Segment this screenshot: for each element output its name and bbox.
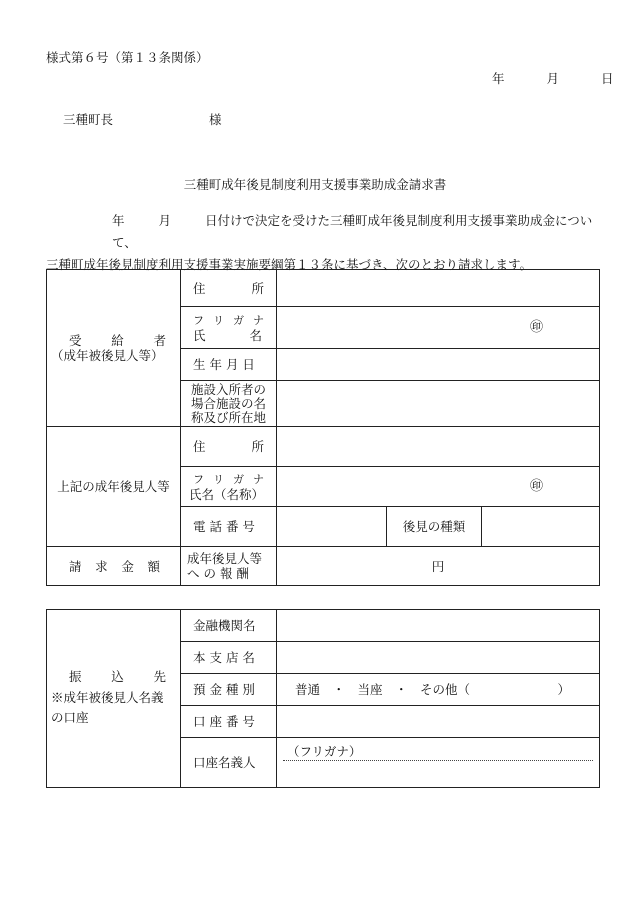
guardian-name-field[interactable] [277, 467, 600, 507]
label-line: 称及び所在地 [191, 409, 267, 425]
recipient-heading-char: 給 [111, 333, 124, 348]
account-holder-field[interactable] [277, 738, 600, 788]
intro-month: 月 [158, 213, 172, 228]
seal-mark-icon: ㊞ [530, 479, 544, 494]
date-line [492, 69, 613, 87]
intro-text [46, 210, 606, 276]
date-month: 月 [546, 71, 559, 86]
bank-heading-sub: の口座 [51, 710, 89, 725]
date-year: 年 [492, 71, 505, 86]
label-char: 求 [95, 558, 108, 574]
label-char: 額 [147, 558, 160, 574]
label-char: 先 [153, 669, 166, 684]
account-number-field[interactable] [277, 706, 600, 738]
bank-heading [47, 610, 181, 788]
label-line: 施設入所者の [191, 381, 267, 397]
recipient-name-label [181, 307, 277, 349]
institution-label: 金融機関名 [181, 610, 277, 642]
account-holder-label: 口座名義人 [181, 738, 277, 788]
label-char: リ [213, 472, 224, 486]
guardian-address-label [181, 427, 277, 467]
label-char: ナ [253, 472, 264, 486]
label-char: 所 [251, 439, 264, 454]
bank-table [46, 609, 600, 788]
deposit-type-label: 預 金 種 別 [181, 674, 277, 706]
recipient-birthdate-field[interactable] [277, 349, 600, 381]
branch-field[interactable] [277, 642, 600, 674]
claim-heading [47, 547, 181, 586]
recipient-heading-char: 受 [69, 333, 82, 348]
label-char: 氏 [193, 327, 206, 343]
label-char: フ [193, 472, 204, 486]
claim-amount-field[interactable] [277, 547, 600, 586]
label-char: 込 [111, 669, 124, 684]
yen-unit: 円 [431, 558, 445, 574]
label-char: 所 [251, 280, 264, 296]
label-char: 住 [193, 439, 206, 454]
recipient-heading-char: 者 [153, 333, 166, 348]
intro-line-1 [46, 210, 606, 254]
label-char: 請 [69, 558, 82, 574]
label-line: 成年後見人等 [187, 551, 263, 566]
guardian-type-label: 後見の種類 [387, 507, 482, 547]
guardian-name-label [181, 467, 277, 507]
applicant-table [46, 269, 600, 586]
intro-line-2: 三種町成年後見制度利用支援事業実施要綱第１３条に基づき、次のとおり請求します。 [46, 257, 533, 272]
addressee-name: 三種町長 [63, 112, 114, 127]
date-day: 日 [600, 71, 614, 86]
page-title: 三種町成年後見制度利用支援事業助成金請求書 [183, 177, 447, 192]
label-char: 振 [69, 669, 82, 684]
label-char: 金 [121, 558, 134, 574]
addressee [63, 110, 222, 128]
guardian-type-field[interactable] [482, 507, 600, 547]
intro-year: 年 [112, 213, 125, 228]
guardian-phone-label: 電 話 番 号 [181, 507, 277, 547]
label-line: 場合施設の名 [191, 395, 267, 411]
institution-field[interactable] [277, 610, 600, 642]
recipient-address-label [181, 270, 277, 307]
recipient-facility-label [181, 381, 277, 427]
claim-item-label [181, 547, 277, 586]
guardian-phone-field[interactable] [277, 507, 387, 547]
addressee-suffix: 様 [209, 112, 222, 127]
label-char: フ [193, 313, 204, 327]
label-char: 住 [193, 280, 206, 296]
seal-mark-icon: ㊞ [530, 320, 544, 335]
label-char: ナ [253, 313, 264, 327]
label-line: へ の 報 酬 [187, 566, 249, 581]
guardian-heading: 上記の成年後見人等 [47, 427, 181, 547]
intro-line-1-rest: 日付けで決定を受けた三種町成年後見制度利用支援事業助成金について、 [112, 213, 593, 250]
account-number-label: 口 座 番 号 [181, 706, 277, 738]
recipient-heading-sub: （成年被後見人等） [51, 348, 164, 363]
label-char: ガ [233, 313, 244, 327]
recipient-heading [47, 270, 181, 427]
bank-heading-sub: ※成年被後見人名義 [51, 690, 164, 705]
branch-label: 本 支 店 名 [181, 642, 277, 674]
label-char: 名 [249, 327, 262, 343]
guardian-address-field[interactable] [277, 427, 600, 467]
recipient-facility-field[interactable] [277, 381, 600, 427]
label-char: ガ [233, 472, 244, 486]
form-number: 様式第６号（第１３条関係） [46, 50, 209, 65]
furigana-note: （フリガナ） [283, 744, 593, 761]
label-line: 氏名（名称） [189, 486, 265, 502]
recipient-address-field[interactable] [277, 270, 600, 307]
recipient-birthdate-label: 生 年 月 日 [181, 349, 277, 381]
recipient-name-field[interactable] [277, 307, 600, 349]
deposit-type-options[interactable]: 普通 ・ 当座 ・ その他（ ） [277, 674, 600, 706]
label-char: リ [213, 313, 224, 327]
